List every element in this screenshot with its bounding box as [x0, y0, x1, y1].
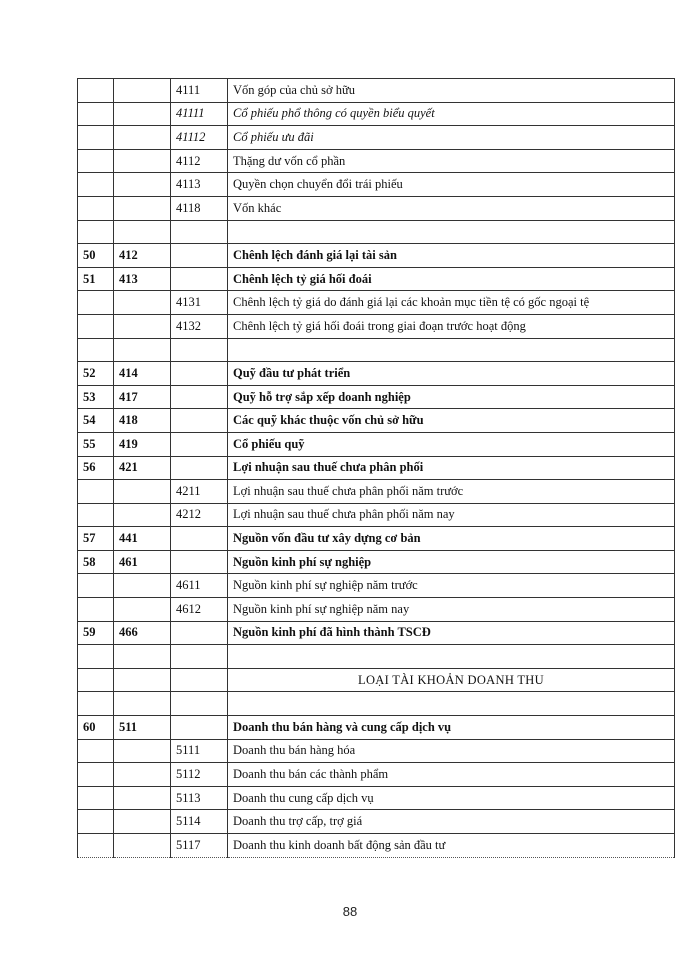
table-row [78, 456, 675, 480]
account-level1-cell [114, 149, 171, 173]
account-level1-cell [114, 786, 171, 810]
account-name-cell: Doanh thu cung cấp dịch vụ [228, 786, 675, 810]
table-row [78, 763, 675, 787]
account-name-cell: Quỹ hỗ trợ sắp xếp doanh nghiệp [228, 385, 675, 409]
account-level2-cell [171, 220, 228, 244]
table-row [78, 409, 675, 433]
row-index-cell [78, 834, 114, 858]
account-name-cell: Doanh thu trợ cấp, trợ giá [228, 810, 675, 834]
account-level2-cell [171, 409, 228, 433]
row-index-cell: 59 [78, 621, 114, 645]
account-name-cell: Nguồn kinh phí sự nghiệp năm trước [228, 574, 675, 598]
account-level2-cell [171, 550, 228, 574]
row-index-cell [78, 503, 114, 527]
row-index-cell [78, 79, 114, 103]
table-row [78, 692, 675, 716]
account-name-cell: Chênh lệch tỷ giá hối đoái [228, 267, 675, 291]
account-name-cell: Cổ phiếu ưu đãi [228, 126, 675, 150]
account-level2-cell [171, 716, 228, 740]
row-index-cell: 50 [78, 244, 114, 268]
account-level1-cell [114, 763, 171, 787]
account-name-cell: Chênh lệch tỷ giá do đánh giá lại các khoản mục tiền tệ có gốc ngoại tệ [228, 291, 675, 315]
account-level2-cell: 4132 [171, 314, 228, 338]
account-level2-cell [171, 362, 228, 386]
account-level2-cell: 4118 [171, 196, 228, 220]
account-level1-cell [114, 645, 171, 669]
account-level1-cell: 441 [114, 527, 171, 551]
account-level2-cell: 5113 [171, 786, 228, 810]
row-index-cell [78, 291, 114, 315]
account-name-cell: Quỹ đầu tư phát triển [228, 362, 675, 386]
row-index-cell: 56 [78, 456, 114, 480]
account-level1-cell: 413 [114, 267, 171, 291]
account-level1-cell: 418 [114, 409, 171, 433]
account-name-cell [228, 645, 675, 669]
account-level1-cell [114, 173, 171, 197]
table-row [78, 362, 675, 386]
row-index-cell: 57 [78, 527, 114, 551]
account-level2-cell [171, 385, 228, 409]
account-level2-cell: 4111 [171, 79, 228, 103]
account-level1-cell: 417 [114, 385, 171, 409]
table-row [78, 149, 675, 173]
table-row [78, 173, 675, 197]
table-row [78, 385, 675, 409]
account-level2-cell: 5112 [171, 763, 228, 787]
table-row [78, 126, 675, 150]
table-row [78, 220, 675, 244]
account-level1-cell [114, 503, 171, 527]
row-index-cell [78, 763, 114, 787]
account-level1-cell [114, 810, 171, 834]
row-index-cell [78, 574, 114, 598]
account-level1-cell [114, 692, 171, 716]
account-name-cell: Nguồn kinh phí sự nghiệp năm nay [228, 598, 675, 622]
table-row [78, 432, 675, 456]
account-name-cell: Vốn khác [228, 196, 675, 220]
account-level2-cell: 4131 [171, 291, 228, 315]
table-row [78, 786, 675, 810]
account-level1-cell [114, 291, 171, 315]
row-index-cell [78, 480, 114, 504]
account-level1-cell [114, 598, 171, 622]
table-row [78, 503, 675, 527]
account-level2-cell [171, 244, 228, 268]
account-level1-cell: 412 [114, 244, 171, 268]
table-row [78, 102, 675, 126]
account-name-cell: Lợi nhuận sau thuế chưa phân phối [228, 456, 675, 480]
account-level1-cell: 461 [114, 550, 171, 574]
account-level2-cell: 4611 [171, 574, 228, 598]
account-name-cell: Vốn góp của chủ sở hữu [228, 79, 675, 103]
row-index-cell [78, 149, 114, 173]
row-index-cell [78, 598, 114, 622]
account-name-cell: Chênh lệch tỷ giá hối đoái trong giai đoạn trước hoạt động [228, 314, 675, 338]
account-level1-cell [114, 739, 171, 763]
account-level2-cell: 4212 [171, 503, 228, 527]
account-name-cell [228, 220, 675, 244]
row-index-cell [78, 692, 114, 716]
account-table-body [78, 79, 675, 858]
account-name-cell: Cổ phiếu quỹ [228, 432, 675, 456]
table-row [78, 645, 675, 669]
table-row [78, 244, 675, 268]
table-row [78, 338, 675, 362]
row-index-cell [78, 220, 114, 244]
row-index-cell [78, 126, 114, 150]
account-level1-cell [114, 220, 171, 244]
account-level2-cell [171, 645, 228, 669]
account-name-cell: Nguồn kinh phí đã hình thành TSCĐ [228, 621, 675, 645]
table-row [78, 598, 675, 622]
row-index-cell: 54 [78, 409, 114, 433]
table-row [78, 314, 675, 338]
row-index-cell [78, 173, 114, 197]
account-level2-cell [171, 692, 228, 716]
account-level1-cell [114, 196, 171, 220]
row-index-cell [78, 786, 114, 810]
row-index-cell [78, 645, 114, 669]
account-level2-cell [171, 267, 228, 291]
account-name-cell: Thặng dư vốn cổ phần [228, 149, 675, 173]
account-level2-cell: 4211 [171, 480, 228, 504]
table-row [78, 739, 675, 763]
row-index-cell [78, 810, 114, 834]
account-level2-cell: 41111 [171, 102, 228, 126]
row-index-cell: 52 [78, 362, 114, 386]
account-name-cell: Chênh lệch đánh giá lại tài sản [228, 244, 675, 268]
account-level2-cell [171, 338, 228, 362]
row-index-cell [78, 102, 114, 126]
account-level1-cell [114, 126, 171, 150]
account-level1-cell [114, 314, 171, 338]
row-index-cell: 60 [78, 716, 114, 740]
table-row [78, 480, 675, 504]
account-name-cell: Cổ phiếu phổ thông có quyền biểu quyết [228, 102, 675, 126]
account-level1-cell [114, 834, 171, 858]
account-level2-cell [171, 456, 228, 480]
table-row [78, 527, 675, 551]
row-index-cell [78, 196, 114, 220]
account-name-cell [228, 338, 675, 362]
account-level2-cell: 5117 [171, 834, 228, 858]
account-level2-cell: 4112 [171, 149, 228, 173]
account-level1-cell: 511 [114, 716, 171, 740]
account-name-cell [228, 692, 675, 716]
account-name-cell: Doanh thu kinh doanh bất động sản đầu tư [228, 834, 675, 858]
table-row [78, 668, 675, 692]
account-name-cell: Nguồn vốn đầu tư xây dựng cơ bản [228, 527, 675, 551]
account-name-cell: Các quỹ khác thuộc vốn chủ sở hữu [228, 409, 675, 433]
row-index-cell: 51 [78, 267, 114, 291]
row-index-cell [78, 314, 114, 338]
row-index-cell [78, 338, 114, 362]
account-name-cell: Lợi nhuận sau thuế chưa phân phối năm trước [228, 480, 675, 504]
account-name-cell: Doanh thu bán hàng và cung cấp dịch vụ [228, 716, 675, 740]
row-index-cell: 53 [78, 385, 114, 409]
table-row [78, 550, 675, 574]
table-row [78, 621, 675, 645]
account-level1-cell: 466 [114, 621, 171, 645]
account-name-cell: Quyền chọn chuyển đổi trái phiếu [228, 173, 675, 197]
account-level1-cell [114, 102, 171, 126]
account-level1-cell: 419 [114, 432, 171, 456]
account-level2-cell [171, 527, 228, 551]
account-name-cell: Lợi nhuận sau thuế chưa phân phối năm nay [228, 503, 675, 527]
table-row [78, 267, 675, 291]
row-index-cell [78, 739, 114, 763]
account-level2-cell: 5111 [171, 739, 228, 763]
account-level1-cell: 414 [114, 362, 171, 386]
row-index-cell: 55 [78, 432, 114, 456]
account-name-cell: Doanh thu bán các thành phẩm [228, 763, 675, 787]
account-level2-cell [171, 432, 228, 456]
table-row [78, 834, 675, 858]
account-level1-cell [114, 338, 171, 362]
account-level1-cell: 421 [114, 456, 171, 480]
account-table [77, 78, 675, 858]
table-row [78, 196, 675, 220]
page-number: 88 [342, 904, 358, 919]
account-level2-cell: 5114 [171, 810, 228, 834]
account-level1-cell [114, 574, 171, 598]
account-level2-cell: 41112 [171, 126, 228, 150]
account-level1-cell [114, 668, 171, 692]
table-row [78, 574, 675, 598]
account-level1-cell [114, 79, 171, 103]
table-row [78, 291, 675, 315]
table-row [78, 810, 675, 834]
account-level2-cell: 4612 [171, 598, 228, 622]
account-name-cell: Doanh thu bán hàng hóa [228, 739, 675, 763]
account-level2-cell: 4113 [171, 173, 228, 197]
account-level2-cell [171, 621, 228, 645]
row-index-cell: 58 [78, 550, 114, 574]
row-index-cell [78, 668, 114, 692]
table-row [78, 716, 675, 740]
account-name-cell: Nguồn kinh phí sự nghiệp [228, 550, 675, 574]
account-level1-cell [114, 480, 171, 504]
account-level2-cell [171, 668, 228, 692]
account-name-cell: LOẠI TÀI KHOẢN DOANH THU [228, 668, 675, 692]
table-row [78, 79, 675, 103]
